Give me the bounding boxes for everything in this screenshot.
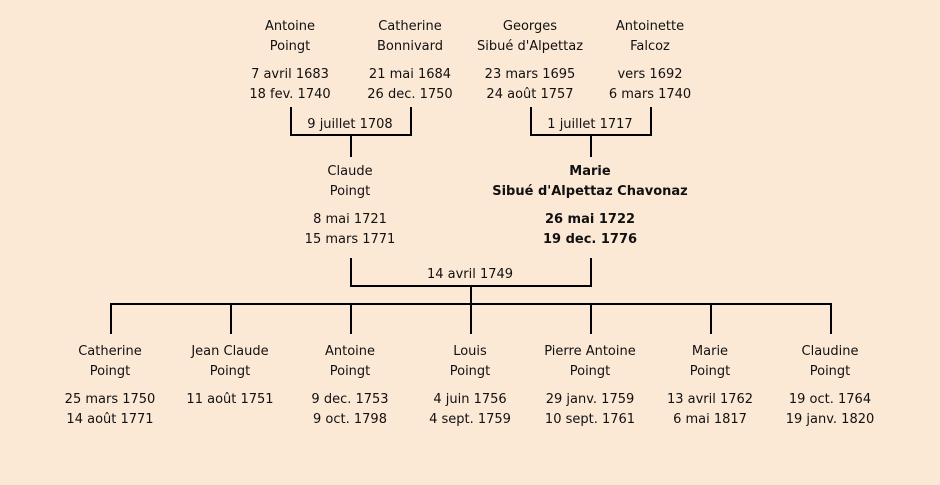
- child-drop-line: [230, 303, 232, 334]
- person-birth: 21 mai 1684: [368, 67, 452, 82]
- person-last-name: Poingt: [269, 39, 311, 54]
- child-drop-line: [710, 303, 712, 334]
- person-birth: 9 dec. 1753: [311, 392, 389, 407]
- person-last-name: Poingt: [329, 364, 371, 379]
- child-drop-line: [470, 303, 472, 334]
- child-drop-line: [830, 303, 832, 334]
- person-death: 15 mars 1771: [304, 232, 396, 247]
- person-death: 4 sept. 1759: [429, 412, 511, 427]
- marriage-date-sibue-falcoz: 1 juillet 1717: [547, 117, 633, 132]
- person-birth: vers 1692: [617, 67, 683, 82]
- person-birth: 7 avril 1683: [251, 67, 329, 82]
- person-death: 14 août 1771: [66, 412, 154, 427]
- connector-line: [350, 258, 352, 287]
- child-drop-line: [110, 303, 112, 334]
- connector-line: [470, 285, 472, 305]
- person-death: 10 sept. 1761: [544, 412, 636, 427]
- person-birth: 19 oct. 1764: [788, 392, 872, 407]
- person-death: 6 mai 1817: [673, 412, 747, 427]
- person-first-name: Claude: [327, 164, 373, 179]
- person-death: 19 dec. 1776: [542, 232, 638, 247]
- person-claudine-poingt: [745, 342, 915, 430]
- person-last-name: Poingt: [329, 184, 371, 199]
- connector-line: [410, 107, 412, 136]
- person-first-name: Antoinette: [615, 19, 685, 34]
- person-death: 19 janv. 1820: [785, 412, 875, 427]
- person-birth: 23 mars 1695: [484, 67, 576, 82]
- person-marie-sibue-chavonaz: [490, 162, 690, 250]
- marriage-date-claude-marie: 14 avril 1749: [426, 267, 514, 282]
- person-birth: 4 juin 1756: [433, 392, 507, 407]
- person-last-name: Bonnivard: [377, 39, 443, 54]
- person-first-name: Georges: [502, 19, 558, 34]
- person-first-name: Marie: [691, 344, 729, 359]
- person-death: 6 mars 1740: [608, 87, 692, 102]
- person-first-name: Claudine: [801, 344, 859, 359]
- person-first-name: Jean Claude: [191, 344, 269, 359]
- person-first-name: Pierre Antoine: [544, 344, 636, 359]
- person-last-name: Poingt: [209, 364, 251, 379]
- person-last-name: Sibué d'Alpettaz Chavonaz: [492, 184, 688, 199]
- connector-line: [590, 134, 592, 157]
- connector-line: [650, 107, 652, 136]
- child-drop-line: [350, 303, 352, 334]
- person-birth: 25 mars 1750: [64, 392, 156, 407]
- person-birth: 8 mai 1721: [313, 212, 387, 227]
- person-death: 24 août 1757: [486, 87, 574, 102]
- person-last-name: Sibué d'Alpettaz: [476, 39, 584, 54]
- person-antoinette-falcoz: [565, 17, 735, 105]
- person-first-name: Catherine: [378, 19, 442, 34]
- person-first-name: Marie: [569, 164, 611, 179]
- marriage-date-poingt-bonnivard: 9 juillet 1708: [307, 117, 393, 132]
- person-death: 26 dec. 1750: [367, 87, 453, 102]
- person-first-name: Louis: [453, 344, 487, 359]
- person-first-name: Antoine: [264, 19, 316, 34]
- person-claude-poingt: [265, 162, 435, 250]
- connector-line: [590, 258, 592, 287]
- child-drop-line: [590, 303, 592, 334]
- person-last-name: Poingt: [89, 364, 131, 379]
- person-death: 9 oct. 1798: [313, 412, 387, 427]
- person-birth: 11 août 1751: [186, 392, 274, 407]
- person-last-name: Poingt: [689, 364, 731, 379]
- person-death: 18 fev. 1740: [249, 87, 331, 102]
- person-first-name: Antoine: [324, 344, 376, 359]
- person-last-name: Poingt: [449, 364, 491, 379]
- connector-line: [350, 134, 352, 157]
- person-birth: 13 avril 1762: [666, 392, 754, 407]
- person-last-name: Poingt: [569, 364, 611, 379]
- person-last-name: Falcoz: [630, 39, 670, 54]
- person-last-name: Poingt: [809, 364, 851, 379]
- person-birth: 29 janv. 1759: [545, 392, 635, 407]
- person-first-name: Catherine: [78, 344, 142, 359]
- person-birth: 26 mai 1722: [544, 212, 636, 227]
